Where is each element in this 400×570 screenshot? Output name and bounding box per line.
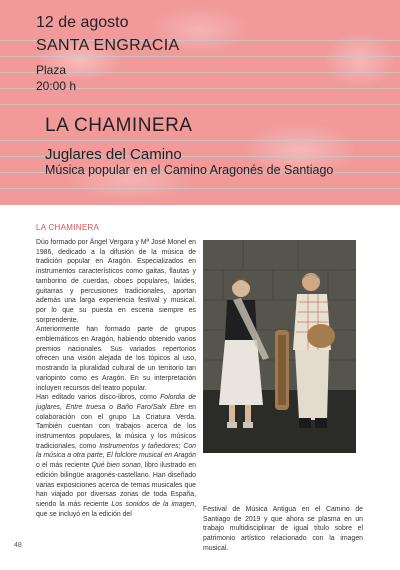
event-time: 20:00 h xyxy=(36,79,77,93)
staff-line xyxy=(0,140,400,141)
concert-subtitle: Música popular en el Camino Aragonés de Santiago xyxy=(45,163,334,177)
staff-line xyxy=(0,188,400,189)
body-text xyxy=(36,238,196,519)
concert-title: Juglares del Camino xyxy=(45,146,182,163)
event-place: SANTA ENGRACIA xyxy=(36,37,180,54)
event-date: 12 de agosto xyxy=(36,14,129,31)
photo-illustration xyxy=(203,240,356,453)
event-venue: Plaza xyxy=(36,63,67,77)
paragraph-2: Anteriormente han formado parte de grupos emblemáticos en Aragón, habiendo obtenido varios premios nacionales. Sus variados repertorios ofrecen una visión alejada de los tópicos al uso, mostrando la pluralidad cultural de un territorio tan variopinto como es Aragón. En su interpretación incluyen recursos del teatro popular. xyxy=(36,326,196,392)
right-column-text: Festival de Música Antigua en el Camino de Santiago de 2019 y que ahora se plasma en un trabajo multidisciplinar de igual título sobre el patrimonio artístico relacionado con la imagen musical. xyxy=(203,506,363,552)
staff-line xyxy=(0,104,400,105)
section-label: LA CHAMINERA xyxy=(36,223,100,232)
paragraph-1: Dúo formado por Ángel Vergara y Mª José Monel en 1986, dedicado a la difusión de la música de tradición popular en Aragón. Especializados en instrumentos característicos como gaitas, flautas y tamborino de cuerdas, oboes populares, laúdes, guitarras y percusiones tradicionales, aportan además una larga experiencia festival y musical, por lo que su puesta en escena siempre es sorprendente. xyxy=(36,239,196,324)
group-name: LA CHAMINERA xyxy=(45,115,193,136)
musicians-photo xyxy=(203,240,356,453)
header-banner xyxy=(0,0,400,205)
paragraph-3: Han editado varios disco-libros, como Folordia de juglares, Entre truesa o Baño Faro/Salx Ebre en colaboración con el grupo La Criatura Verda. También cuentan con trabajos acerca de los instrumentos populares, la música y los músicos tradicionales, como Instrumentos y tañedores; Con la música a otra parte, El folclore musical en Aragón o el más reciente Qué bien sonan, libro ilustrado en edición bilingüe aragonés-castellano. Han diseñado varias exposiciones acerca de temas musicales que han viajado por diversas zonas de toda España, siendo la más reciente Los sonidos de la imagen, que se incluyó en la edición del xyxy=(36,394,197,518)
staff-line xyxy=(0,56,400,57)
page-number: 48 xyxy=(14,542,22,549)
